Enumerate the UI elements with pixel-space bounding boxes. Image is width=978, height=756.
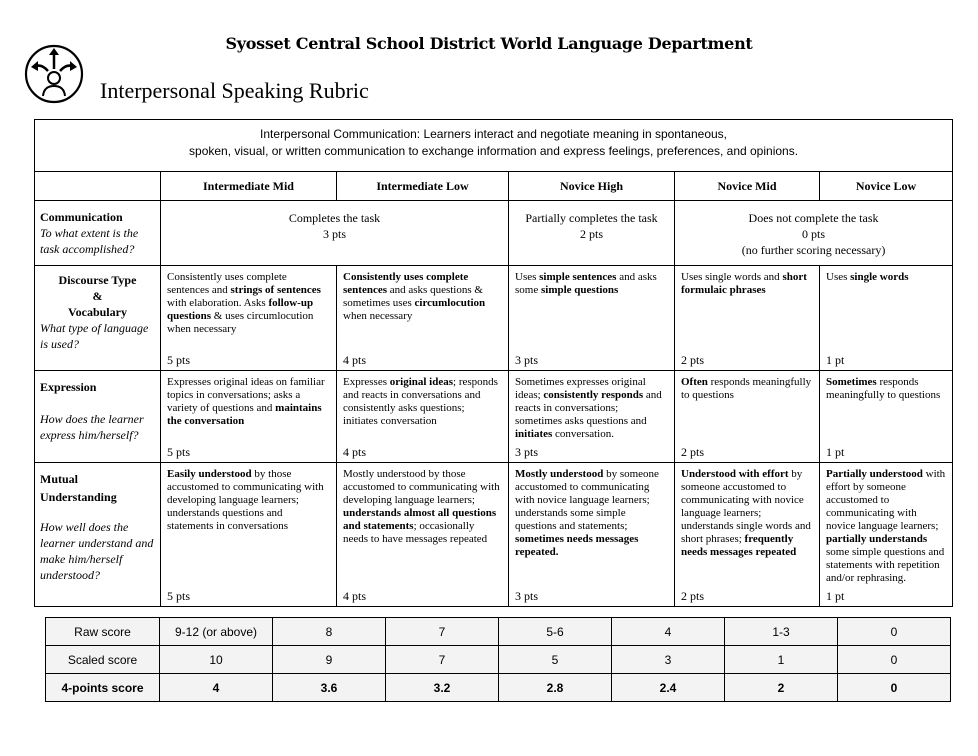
expression-intermediate-low: [337, 371, 509, 463]
intro-line-1: Interpersonal Communication: Learners interact and negotiate meaning in spontaneous,: [260, 127, 728, 141]
text-bold: original ideas: [389, 376, 454, 388]
points: 2 pts: [681, 445, 705, 459]
expression-novice-low: [820, 371, 953, 463]
text: by those accustomed to communicating with developing language learners; understands questions and statements in conversations: [167, 468, 324, 532]
text: and reacts in conversations; sometimes asks questions and: [515, 389, 662, 427]
text: Consistently uses complete sentences and: [167, 271, 287, 296]
communication-incomplete-note: (no further scoring necessary): [741, 243, 886, 257]
text: some simple questions and statements with repetition and/or rephrasing.: [826, 546, 945, 584]
score-cell: 3.6: [273, 674, 386, 702]
text: conversation.: [552, 428, 614, 440]
text-bold: Often: [681, 376, 708, 388]
text-bold: partially understands: [826, 533, 928, 545]
points: 5 pts: [167, 589, 191, 603]
text: ; occasionally needs to have messages repeated: [343, 520, 488, 545]
text-bold: circumlocution: [414, 297, 486, 309]
intro-line-2: spoken, visual, or written communication to exchange information and express feelings, preferences, and opinions.: [189, 144, 799, 158]
text-bold: strings of sentences: [230, 284, 321, 296]
level-header-novice-low: Novice Low: [820, 172, 953, 201]
text-bold: maintains the conversation: [167, 402, 322, 427]
text: Mostly understood by those accustomed to communicating with developing language learners;: [343, 468, 500, 506]
rubric-title: Interpersonal Speaking Rubric: [100, 78, 369, 103]
mutual-novice-low: [820, 463, 953, 607]
score-cell: 2.8: [499, 674, 612, 702]
communication-partial-title: Partially completes the task: [525, 211, 658, 225]
points: 2 pts: [681, 353, 705, 367]
department-logo-icon: [24, 44, 84, 104]
mutual-novice-high: [509, 463, 675, 607]
text: Uses: [515, 271, 540, 283]
score-cell: 4: [612, 618, 725, 646]
discourse-novice-mid: [675, 266, 820, 371]
communication-question: To what extent is the task accomplished?: [40, 226, 139, 256]
mutual-label-2: Understanding: [40, 490, 117, 504]
score-cell: 9: [273, 646, 386, 674]
score-cell: 1-3: [725, 618, 838, 646]
text: responds meaningfully to questions: [681, 376, 812, 401]
text-bold: understands almost all questions and statements: [343, 507, 497, 532]
expression-intermediate-mid: [161, 371, 337, 463]
text-bold: frequently needs messages repeated: [681, 533, 797, 558]
points: 1 pt: [826, 445, 845, 459]
text-bold: follow-up questions: [167, 297, 314, 322]
scaled-score-row: [46, 646, 951, 674]
text: and asks questions & sometimes uses: [343, 284, 483, 309]
text-bold: initiates: [515, 428, 553, 440]
text: with effort by someone accustomed to communicating with novice language learners;: [826, 468, 946, 532]
four-points-score-row: [46, 674, 951, 702]
discourse-intermediate-low: [337, 266, 509, 371]
text-bold: simple questions: [540, 284, 619, 296]
points: 4 pts: [343, 445, 367, 459]
level-header-intermediate-low: Intermediate Low: [337, 172, 509, 201]
score-cell: 4-points score: [46, 674, 160, 702]
score-cell: 1: [725, 646, 838, 674]
score-cell: 2.4: [612, 674, 725, 702]
score-cell: 7: [386, 618, 499, 646]
score-cell: 10: [160, 646, 273, 674]
communication-partial-cell: [509, 201, 675, 266]
mutual-intermediate-mid: [161, 463, 337, 607]
level-header-novice-high: Novice High: [509, 172, 675, 201]
rubric-table: [34, 119, 953, 607]
level-header-blank: [35, 172, 161, 201]
score-cell: 8: [273, 618, 386, 646]
points: 4 pts: [343, 353, 367, 367]
score-cell: 9-12 (or above): [160, 618, 273, 646]
score-cell: 0: [838, 646, 951, 674]
score-cell: 0: [838, 618, 951, 646]
text: by someone accustomed to communicating with novice language learners; understands single words and short phrases;: [681, 468, 811, 545]
row-label-communication: [35, 201, 161, 266]
score-cell: 0: [838, 674, 951, 702]
text-bold: single words: [850, 271, 909, 283]
text: when necessary: [343, 310, 413, 322]
score-cell: 5-6: [499, 618, 612, 646]
communication-incomplete-pts: 0 pts: [802, 227, 826, 241]
raw-score-row: [46, 618, 951, 646]
score-conversion-table: [45, 617, 951, 702]
row-label-mutual-understanding: [35, 463, 161, 607]
text-bold: Partially understood: [826, 468, 923, 480]
row-label-expression: [35, 371, 161, 463]
text-bold: simple sentences: [539, 271, 617, 283]
score-cell: 3.2: [386, 674, 499, 702]
score-cell: Raw score: [46, 618, 160, 646]
district-title: Syosset Central School District World Language Department: [225, 34, 753, 53]
mutual-novice-mid: [675, 463, 820, 607]
discourse-novice-high: [509, 266, 675, 371]
points: 1 pt: [826, 589, 845, 603]
points: 1 pt: [826, 353, 845, 367]
expression-novice-mid: [675, 371, 820, 463]
points: 5 pts: [167, 445, 191, 459]
communication-partial-pts: 2 pts: [579, 227, 603, 241]
discourse-label-3: Vocabulary: [68, 305, 127, 319]
text: & uses circumlocution when necessary: [167, 310, 314, 335]
level-header-intermediate-mid: Intermediate Mid: [161, 172, 337, 201]
text-bold: Consistently uses complete sentences: [343, 271, 469, 296]
communication-complete-cell: [161, 201, 509, 266]
text: by someone accustomed to communicating with novice language learners; understands some simple questions and statements;: [515, 468, 659, 532]
score-cell: 3: [612, 646, 725, 674]
discourse-label-1: Discourse Type: [58, 273, 137, 287]
mutual-question: How well does the learner understand and make him/herself understood?: [40, 520, 154, 582]
row-label-discourse: [35, 266, 161, 371]
points: 3 pts: [515, 445, 539, 459]
score-cell: 5: [499, 646, 612, 674]
text-bold: Understood with effort: [681, 468, 789, 480]
text: with elaboration. Asks: [167, 297, 269, 309]
text-bold: short formulaic phrases: [681, 271, 807, 296]
text: Expresses: [343, 376, 390, 388]
expression-novice-high: [509, 371, 675, 463]
text-bold: Easily understood: [167, 468, 252, 480]
score-cell: 7: [386, 646, 499, 674]
score-cell: 2: [725, 674, 838, 702]
text: ; responds and reacts in conversations and consistently asks questions; initiates conversation: [343, 376, 498, 427]
rubric-intro: [35, 120, 953, 172]
text: Sometimes expresses original ideas;: [515, 376, 646, 401]
text: Uses: [826, 271, 851, 283]
mutual-intermediate-low: [337, 463, 509, 607]
level-header-novice-mid: Novice Mid: [675, 172, 820, 201]
text: Uses single words and: [681, 271, 783, 283]
score-cell: 4: [160, 674, 273, 702]
communication-incomplete-title: Does not complete the task: [748, 211, 879, 225]
mutual-label-1: Mutual: [40, 472, 79, 486]
text: responds meaningfully to questions: [826, 376, 941, 401]
points: 3 pts: [515, 353, 539, 367]
discourse-intermediate-mid: [161, 266, 337, 371]
expression-label: Expression: [40, 380, 97, 394]
communication-complete-pts: 3 pts: [322, 227, 346, 241]
points: 3 pts: [515, 589, 539, 603]
communication-complete-title: Completes the task: [288, 211, 381, 225]
discourse-question: What type of language is used?: [40, 321, 149, 351]
score-cell: Scaled score: [46, 646, 160, 674]
points: 2 pts: [681, 589, 705, 603]
discourse-novice-low: [820, 266, 953, 371]
text: Expresses original ideas on familiar topics in conversations; asks a variety of questions and: [167, 376, 325, 414]
points: 5 pts: [167, 353, 191, 367]
text-bold: consistently responds: [543, 389, 644, 401]
communication-label: Communication: [40, 210, 123, 224]
discourse-label-2: &: [92, 289, 103, 303]
communication-incomplete-cell: [675, 201, 953, 266]
text: and asks some: [515, 271, 657, 296]
text-bold: Sometimes: [826, 376, 877, 388]
text-bold: sometimes needs messages repeated.: [515, 533, 639, 558]
points: 4 pts: [343, 589, 367, 603]
text-bold: Mostly understood: [515, 468, 604, 480]
expression-question: How does the learner express him/herself?: [40, 412, 144, 442]
